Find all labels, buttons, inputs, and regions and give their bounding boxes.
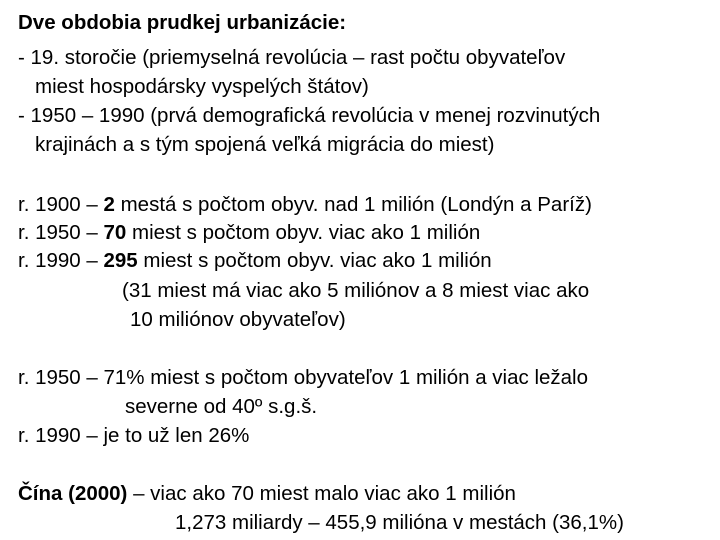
section3-row1-line1: r. 1950 – 71% miest s počtom obyvateľov 1 milión a viac ležalo bbox=[18, 366, 589, 389]
section1-item2-line2: krajinách a s tým spojená veľká migrácia do miest) bbox=[35, 133, 495, 156]
section2-row1 bbox=[18, 193, 592, 217]
row1-prefix: r. 1900 – bbox=[18, 193, 104, 216]
section2-row2 bbox=[18, 221, 480, 245]
section4-line2: 1,273 miliardy – 455,9 milióna v mestách (36,1%) bbox=[175, 511, 624, 534]
row1-value: 2 bbox=[103, 193, 115, 216]
section2-row3 bbox=[18, 249, 492, 273]
china-line1-rest: – viac ako 70 miest malo viac ako 1 milión bbox=[127, 482, 516, 505]
section4-line1 bbox=[18, 482, 516, 506]
section3-row1-line2: severne od 40º s.g.š. bbox=[125, 395, 318, 418]
row1-suffix: mestá s počtom obyv. nad 1 milión (Londýn a Paríž) bbox=[114, 193, 592, 216]
row3-prefix: r. 1990 – bbox=[18, 249, 104, 272]
row2-value: 70 bbox=[103, 221, 127, 244]
section1-heading: Dve obdobia prudkej urbanizácie: bbox=[18, 11, 347, 34]
section2-note-line1: (31 miest má viac ako 5 miliónov a 8 miest viac ako bbox=[122, 279, 590, 302]
section1-item1-line1: - 19. storočie (priemyselná revolúcia – rast počtu obyvateľov bbox=[18, 46, 566, 69]
section3-row2: r. 1990 – je to už len 26% bbox=[18, 424, 250, 447]
section2-note-line2: 10 miliónov obyvateľov) bbox=[130, 308, 346, 331]
section1-item1-line2: miest hospodársky vyspelých štátov) bbox=[35, 75, 369, 98]
china-label: Čína (2000) bbox=[18, 482, 128, 505]
row3-value: 295 bbox=[103, 249, 138, 272]
row2-suffix: miest s počtom obyv. viac ako 1 milión bbox=[126, 221, 481, 244]
row2-prefix: r. 1950 – bbox=[18, 221, 104, 244]
section1-item2-line1: - 1950 – 1990 (prvá demografická revolúcia v menej rozvinutých bbox=[18, 104, 601, 127]
row3-suffix: miest s počtom obyv. viac ako 1 milión bbox=[137, 249, 492, 272]
